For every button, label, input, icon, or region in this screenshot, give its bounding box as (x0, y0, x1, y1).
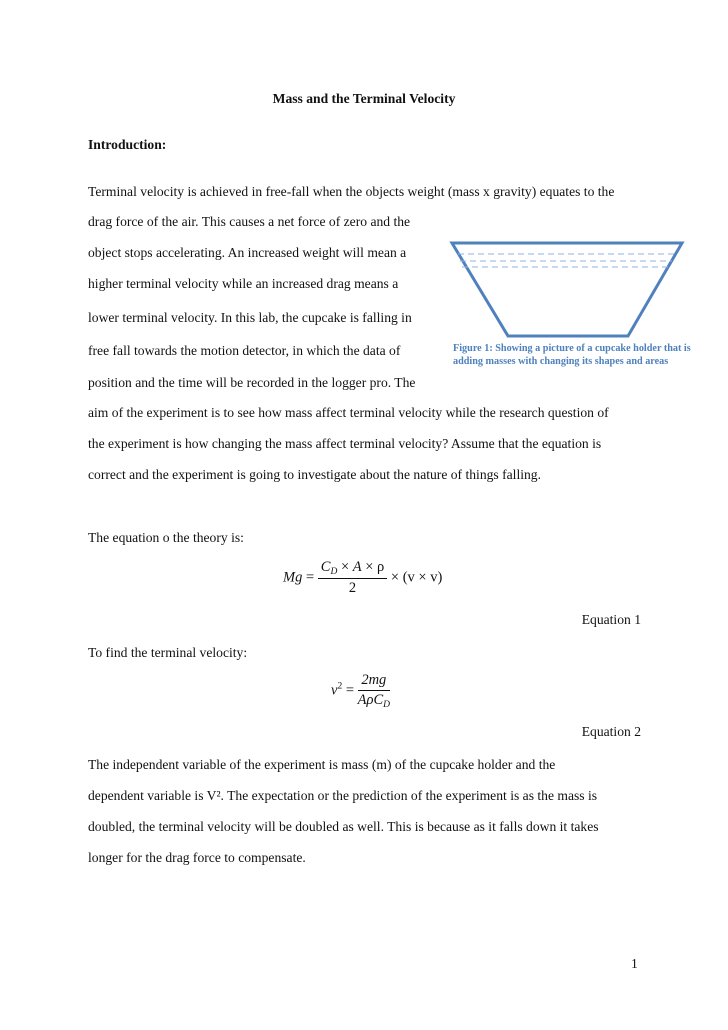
equation-1-equals: = (305, 569, 315, 586)
equation-intro: The equation o the theory is: (88, 530, 244, 545)
equation-1-denominator: 2 (348, 580, 357, 596)
equation-2-denominator-subscript: D (383, 700, 390, 710)
equation-1-rhs: × (v × v) (390, 569, 443, 586)
drag-coefficient-subscript: D (330, 567, 338, 577)
equation-2-denominator-text: AρC (357, 692, 384, 708)
closing-line: longer for the drag force to compensate. (88, 850, 306, 865)
closing-line: doubled, the terminal velocity will be doubled as well. This is because as it falls down it takes (88, 819, 599, 834)
closing-line: dependent variable is V². The expectation or the prediction of the experiment is as the mass is (88, 788, 598, 803)
page-title: Mass and the Terminal Velocity (272, 91, 456, 106)
equation-2-equals: = (345, 682, 354, 699)
page-number: 1 (631, 956, 638, 971)
intro-line: Terminal velocity is achieved in free-fall when the objects weight (mass x gravity) equates to the (88, 184, 615, 199)
introduction-heading: Introduction: (88, 137, 167, 152)
times-rho: × ρ (361, 559, 385, 575)
equation-2-denominator (358, 691, 390, 710)
intro-line: correct and the experiment is going to investigate about the nature of things falling. (88, 467, 541, 482)
equation-1-label: Equation 1 (581, 612, 641, 627)
figure-caption: Figure 1: Showing a picture of a cupcake holder that is adding masses with changing its shapes and areas (453, 343, 691, 367)
equation-2-label: Equation 2 (581, 724, 641, 739)
cupcake-holder-outline (452, 243, 682, 336)
equation-1-numerator (318, 559, 388, 579)
closing-line: The independent variable of the experiment is mass (m) of the cupcake holder and the (88, 757, 556, 772)
cupcake-holder-figure (446, 240, 686, 345)
equation-1-fraction (318, 559, 388, 597)
equation-1 (283, 559, 442, 597)
intro-line: position and the time will be recorded in the logger pro. The (88, 375, 416, 390)
intro-line: drag force of the air. This causes a net force of zero and the (88, 214, 411, 229)
equation-1-lhs: Mg (283, 569, 303, 586)
terminal-velocity-intro: To find the terminal velocity: (88, 645, 248, 660)
area-symbol: A (352, 559, 362, 575)
intro-line: object stops accelerating. An increased weight will mean a (88, 245, 407, 260)
intro-line: free fall towards the motion detector, in which the data of (88, 343, 401, 358)
intro-line: the experiment is how changing the mass affect terminal velocity? Assume that the equation is (88, 436, 602, 451)
equation-2-lhs-exponent: 2 (337, 681, 343, 692)
equation-2-fraction (358, 672, 390, 710)
intro-line: lower terminal velocity. In this lab, the cupcake is falling in (88, 310, 412, 325)
equation-2-lhs: v (331, 682, 338, 699)
times-symbol: × (340, 559, 353, 575)
intro-line: higher terminal velocity while an increased drag means a (88, 276, 399, 291)
equation-2 (331, 672, 390, 710)
drag-coefficient-symbol: C (320, 559, 331, 575)
intro-line: aim of the experiment is to see how mass affect terminal velocity while the research question of (88, 405, 609, 420)
equation-2-numerator: 2mg (358, 672, 390, 691)
